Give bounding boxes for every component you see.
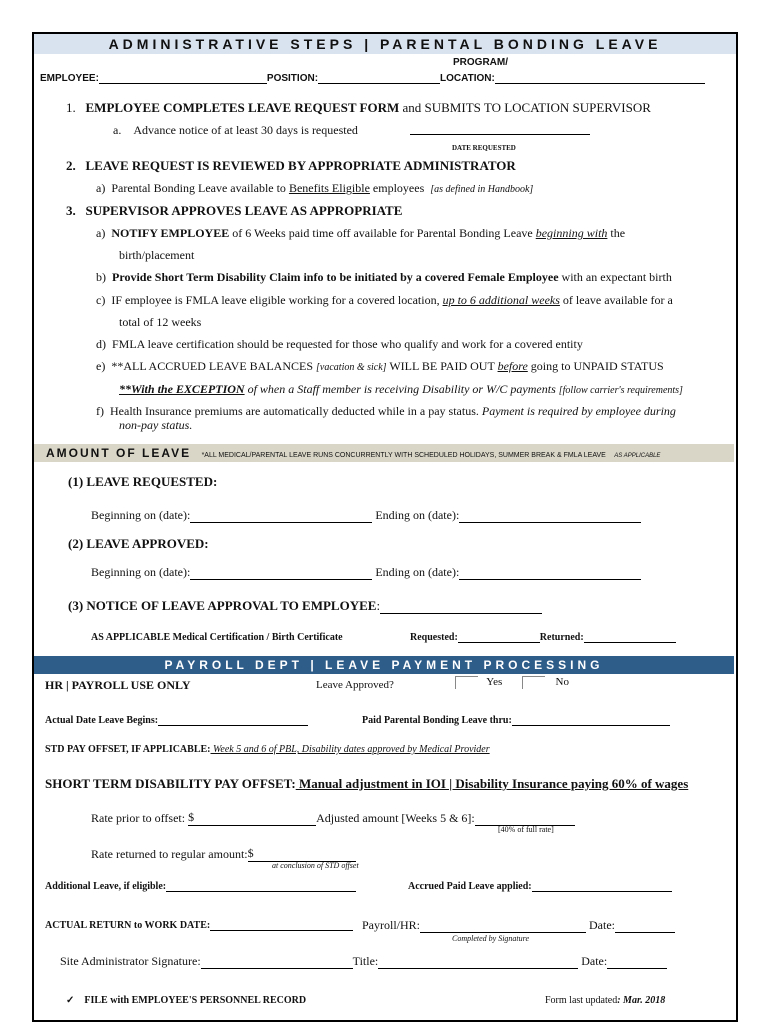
step-3a: [96, 226, 726, 241]
actual-begins-label: Actual Date Leave Begins:: [45, 715, 159, 726]
completed-signature-note: Completed by Signature: [452, 934, 530, 943]
actual-begins-row: [45, 715, 308, 726]
rate-returned-dollar: $: [247, 846, 254, 860]
leave-approved-dates: [91, 565, 641, 580]
form-updated-label: Form last updated: [545, 995, 618, 1006]
step-3c-letter: c): [96, 293, 106, 307]
step-2a-pre: Parental Bonding Leave available to: [111, 181, 289, 195]
payroll-date-label: Date:: [589, 918, 616, 932]
step-2a-letter: a): [96, 181, 106, 195]
rate-returned-label: Rate returned to regular amount:: [91, 847, 248, 861]
approved-beginning-field[interactable]: [190, 579, 372, 580]
yes-label: Yes: [486, 676, 503, 689]
paid-thru-field[interactable]: [512, 725, 670, 726]
employee-header-row: [40, 73, 730, 84]
yes-no-row: [455, 676, 569, 689]
step-3a-mid: of 6 Weeks paid time off available for Parental Bonding Leave: [229, 226, 536, 240]
actual-return-label: ACTUAL RETURN to WORK DATE:: [45, 920, 211, 931]
actual-return-row: [45, 920, 353, 931]
st-disability-row: [45, 776, 688, 792]
location-label: LOCATION:: [440, 73, 495, 84]
checkmark-icon: ✓: [66, 995, 75, 1006]
requested-label: Requested:: [410, 632, 458, 643]
step-3d-letter: d): [96, 337, 106, 351]
amount-of-leave-band: [34, 444, 734, 462]
form-updated-row: [545, 995, 665, 1006]
step-1: [66, 100, 651, 116]
step-2-number: 2.: [66, 158, 76, 173]
step-3f-letter: f): [96, 404, 104, 418]
step-1a-letter: a.: [113, 123, 122, 137]
step-3b-post: with an expectant birth: [558, 270, 672, 284]
title-field[interactable]: [378, 968, 578, 969]
step-3c-pre: IF employee is FMLA leave eligible working for a covered location,: [111, 293, 443, 307]
footer-file-note-row: [66, 995, 306, 1006]
step-3e-pre: **ALL ACCRUED LEAVE BALANCES: [111, 359, 317, 373]
rate-returned-row: [91, 846, 356, 862]
step-2a-note: [as defined in Handbook]: [430, 184, 534, 195]
payroll-hr-field[interactable]: [420, 932, 586, 933]
leave-requested-heading: (1) LEAVE REQUESTED:: [68, 474, 218, 489]
step-1-bold: EMPLOYEE COMPLETES LEAVE REQUEST FORM: [85, 100, 400, 115]
file-note: FILE with EMPLOYEE'S PERSONNEL RECORD: [84, 995, 307, 1006]
actual-return-field[interactable]: [210, 930, 353, 931]
payroll-date-field[interactable]: [615, 932, 675, 933]
accrued-leave-row: [408, 881, 672, 892]
notice-row: [68, 598, 542, 614]
adjusted-note: [40% of full rate]: [498, 825, 554, 834]
paid-thru-label: Paid Parental Bonding Leave thru:: [362, 715, 512, 726]
step-3c-em: up to 6 additional weeks: [442, 293, 560, 307]
leave-requested-dates: [91, 508, 641, 523]
requested-beginning-label: Beginning on (date):: [91, 508, 191, 522]
step-1-rest: and SUBMITS TO LOCATION SUPERVISOR: [399, 100, 651, 115]
position-field[interactable]: [318, 83, 440, 84]
employee-field[interactable]: [99, 83, 267, 84]
amount-note-small: AS APPLICABLE: [614, 453, 661, 459]
step-3b-letter: b): [96, 270, 106, 284]
title-label: Title:: [352, 954, 379, 968]
form-updated-value: : Mar. 2018: [617, 995, 666, 1006]
exception-text: **With the EXCEPTION: [119, 382, 245, 396]
hr-only-label: HR | PAYROLL USE ONLY: [45, 678, 191, 692]
rate-prior-field[interactable]: [188, 810, 316, 826]
site-admin-field[interactable]: [201, 968, 353, 969]
admin-date-field[interactable]: [607, 968, 667, 969]
returned-note: at conclusion of STD offset: [272, 861, 359, 870]
step-3d-text: FMLA leave certification should be requested for those who qualify and work for a covered entity: [112, 337, 583, 351]
returned-label: Returned:: [539, 632, 584, 643]
step-3e-mid: WILL BE PAID OUT: [386, 359, 498, 373]
location-field[interactable]: [495, 83, 705, 84]
step-3e: [96, 359, 726, 374]
additional-leave-field[interactable]: [166, 891, 356, 892]
step-3a-letter: a): [96, 226, 106, 240]
rate-returned-field[interactable]: [248, 846, 356, 862]
admin-date-label: Date:: [581, 954, 608, 968]
step-3-text: SUPERVISOR APPROVES LEAVE AS APPROPRIATE: [85, 203, 403, 218]
additional-leave-row: [45, 881, 356, 892]
step-1a: [113, 123, 358, 138]
step-3a-bold: NOTIFY EMPLOYEE: [111, 226, 230, 240]
step-3c-post: of leave available for a: [559, 293, 673, 307]
step-3e-post: going to UNPAID STATUS: [527, 359, 664, 373]
paid-thru-row: [362, 715, 670, 726]
requested-field[interactable]: [458, 642, 540, 643]
notice-heading: (3) NOTICE OF LEAVE APPROVAL TO EMPLOYEE: [68, 598, 377, 613]
benefits-eligible-text: Benefits Eligible: [288, 181, 370, 195]
yes-checkbox[interactable]: [455, 676, 478, 689]
accrued-leave-field[interactable]: [532, 891, 672, 892]
std-pay-offset-row: [45, 744, 490, 755]
payroll-band: PAYROLL DEPT | LEAVE PAYMENT PROCESSING: [34, 656, 734, 674]
payroll-hr-label: Payroll/HR:: [362, 918, 421, 932]
step-3a-em: beginning with: [535, 226, 608, 240]
site-admin-row: [60, 954, 667, 969]
step-2a-post: employees: [369, 181, 425, 195]
approved-ending-label: Ending on (date):: [375, 565, 460, 579]
step-3e-note: [vacation & sick]: [316, 362, 387, 373]
step-3b: [96, 270, 726, 285]
actual-begins-field[interactable]: [158, 725, 308, 726]
as-applicable-label: AS APPLICABLE Medical Certification / Birth Certificate: [91, 632, 343, 643]
rate-prior-row: [91, 810, 575, 826]
step-3d: [96, 337, 726, 352]
adjusted-label: Adjusted amount [Weeks 5 & 6]:: [316, 811, 475, 825]
step-3e-line2: [119, 382, 734, 397]
as-applicable-row: [91, 632, 343, 643]
employee-label: EMPLOYEE:: [40, 73, 99, 84]
step-2-text: LEAVE REQUEST IS REVIEWED BY APPROPRIATE ADMINISTRATOR: [85, 158, 516, 173]
returned-field[interactable]: [584, 642, 676, 643]
amount-note: *ALL MEDICAL/PARENTAL LEAVE RUNS CONCURRENTLY WITH SCHEDULED HOLIDAYS, SUMMER BREAK & FMLA LEAVE: [201, 452, 606, 459]
step-3c: [96, 293, 726, 308]
position-label: POSITION:: [266, 73, 319, 84]
approved-beginning-label: Beginning on (date):: [91, 565, 191, 579]
program-label: PROGRAM/: [453, 57, 508, 68]
date-requested-caption: DATE REQUESTED: [452, 144, 516, 152]
exception-rest: of when a Staff member is receiving Disability or W/C payments: [244, 382, 559, 396]
st-disability-value: Manual adjustment in IOI | Disability Insurance paying 60% of wages: [295, 776, 689, 791]
date-requested-field[interactable]: [410, 134, 590, 135]
leave-approved-heading: (2) LEAVE APPROVED:: [68, 536, 209, 551]
payroll-hr-row: [362, 918, 675, 933]
step-3f-line2: non-pay status.: [119, 418, 193, 432]
step-3e-em: before: [497, 359, 528, 373]
requested-beginning-field[interactable]: [190, 522, 372, 523]
step-2: [66, 158, 516, 174]
accrued-leave-label: Accrued Paid Leave applied:: [408, 881, 532, 892]
step-3: [66, 203, 402, 219]
no-checkbox[interactable]: [522, 676, 545, 689]
site-admin-label: Site Administrator Signature:: [60, 954, 201, 968]
step-3a-post: the: [607, 226, 626, 240]
step-3c-line2: total of 12 weeks: [119, 315, 202, 329]
step-3a-line2: birth/placement: [119, 248, 195, 262]
step-2a: [96, 181, 533, 196]
exception-note: [follow carrier's requirements]: [558, 385, 683, 396]
requested-returned-row: [410, 632, 676, 643]
form-title: ADMINISTRATIVE STEPS | PARENTAL BONDING LEAVE: [34, 34, 736, 54]
notice-field[interactable]: [380, 613, 542, 614]
rate-prior-label: Rate prior to offset:: [91, 811, 189, 825]
step-3f-em: Payment is required by employee during: [481, 404, 676, 418]
step-1-number: 1.: [66, 100, 76, 115]
step-3f: [96, 404, 726, 419]
step-1a-text: Advance notice of at least 30 days is requested: [133, 123, 358, 137]
leave-approved-question: Leave Approved?: [316, 679, 394, 691]
step-3f-pre: Health Insurance premiums are automatically deducted while in a pay status.: [110, 404, 482, 418]
notice-colon: :: [376, 598, 381, 613]
requested-ending-field[interactable]: [459, 522, 641, 523]
requested-ending-label: Ending on (date):: [375, 508, 460, 522]
additional-leave-label: Additional Leave, if eligible:: [45, 881, 167, 892]
std-pay-offset-label: STD PAY OFFSET, IF APPLICABLE:: [45, 744, 211, 755]
amount-heading: AMOUNT OF LEAVE: [46, 446, 192, 460]
std-pay-offset-value: Week 5 and 6 of PBL, Disability dates approved by Medical Provider: [210, 744, 490, 755]
st-disability-label: SHORT TERM DISABILITY PAY OFFSET:: [45, 776, 296, 791]
rate-prior-dollar: $: [188, 810, 195, 824]
step-3b-bold: Provide Short Term Disability Claim info to be initiated by a covered Female Employee: [112, 270, 559, 284]
no-label: No: [555, 676, 569, 689]
step-3-number: 3.: [66, 203, 76, 218]
approved-ending-field[interactable]: [459, 579, 641, 580]
step-3e-letter: e): [96, 359, 106, 373]
